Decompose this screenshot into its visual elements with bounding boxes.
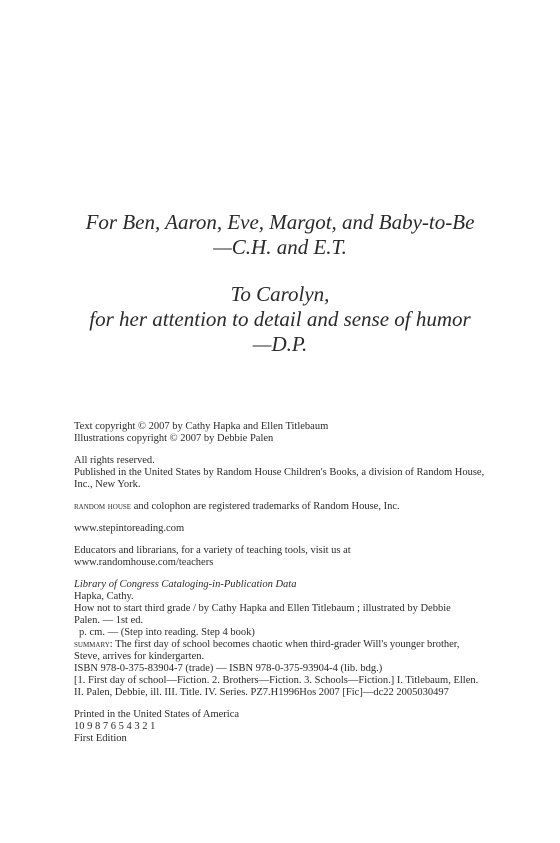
copyright-block [74, 421, 494, 755]
cip-summary-label: summary: [74, 639, 113, 650]
dedication-authors-line: For Ben, Aaron, Eve, Margot, and Baby-to-Be [85, 210, 475, 234]
printing-info [74, 709, 494, 745]
website-notice [74, 523, 494, 535]
educators-text: Educators and librarians, for a variety of teaching tools, visit us at [74, 545, 351, 556]
cip-title: Palen. — 1st ed. [74, 615, 144, 626]
dedication-authors [0, 210, 560, 260]
cip-subjects: II. Palen, Debbie, ill. III. Title. IV. Series. PZ7.H1996Hos 2007 [Fic]—dc22 2005030497 [74, 687, 449, 698]
cip-isbn: ISBN 978-0-375-83904-7 (trade) — ISBN 978-0-375-93904-4 (lib. bdg.) [74, 663, 383, 674]
trademark-notice [74, 501, 494, 513]
educators-link[interactable]: www.randomhouse.com/teachers [74, 557, 214, 568]
dedication-illustrator-signature: —D.P. [252, 332, 308, 356]
educators-notice [74, 545, 494, 569]
published-line: Published in the United States by Random House Children's Books, a division of Random House, [74, 467, 485, 478]
text-copyright: Text copyright © 2007 by Cathy Hapka and Ellen Titlebaum [74, 421, 329, 432]
trademark-brand: random house [74, 501, 132, 512]
trademark-text: and colophon are registered trademarks of Random House, Inc. [131, 501, 400, 512]
cip-summary: Steve, arrives for kindergarten. [74, 651, 205, 662]
illustrations-copyright: Illustrations copyright © 2007 by Debbie Palen [74, 433, 274, 444]
rights-reserved: All rights reserved. [74, 455, 155, 466]
published-line: Inc., New York. [74, 479, 141, 490]
cip-physical: p. cm. — (Step into reading. Step 4 book) [79, 627, 255, 638]
dedication-authors-signature: —C.H. and E.T. [213, 235, 347, 259]
dedication-illustrator-line: To Carolyn, [230, 282, 330, 306]
rights-notice [74, 455, 494, 491]
dedication-illustrator-line: for her attention to detail and sense of humor [89, 307, 471, 331]
cip-title: How not to start third grade / by Cathy Hapka and Ellen Titlebaum ; illustrated by Debbie [74, 603, 451, 614]
copyright-notice [74, 421, 494, 445]
printed-in: Printed in the United States of America [74, 709, 240, 720]
cip-author: Hapka, Cathy. [74, 591, 134, 602]
dedication-illustrator [0, 282, 560, 357]
cip-heading: Library of Congress Cataloging-in-Publication Data [74, 579, 297, 590]
cip-data [74, 579, 494, 699]
website-link[interactable]: www.stepintoreading.com [74, 523, 185, 534]
cip-summary: The first day of school becomes chaotic when third-grader Will's younger brother, [112, 639, 460, 650]
edition: First Edition [74, 733, 127, 744]
number-line: 10 9 8 7 6 5 4 3 2 1 [74, 721, 156, 732]
cip-subjects: [1. First day of school—Fiction. 2. Brothers—Fiction. 3. Schools—Fiction.] I. Titlebaum, Ellen. [74, 675, 479, 686]
